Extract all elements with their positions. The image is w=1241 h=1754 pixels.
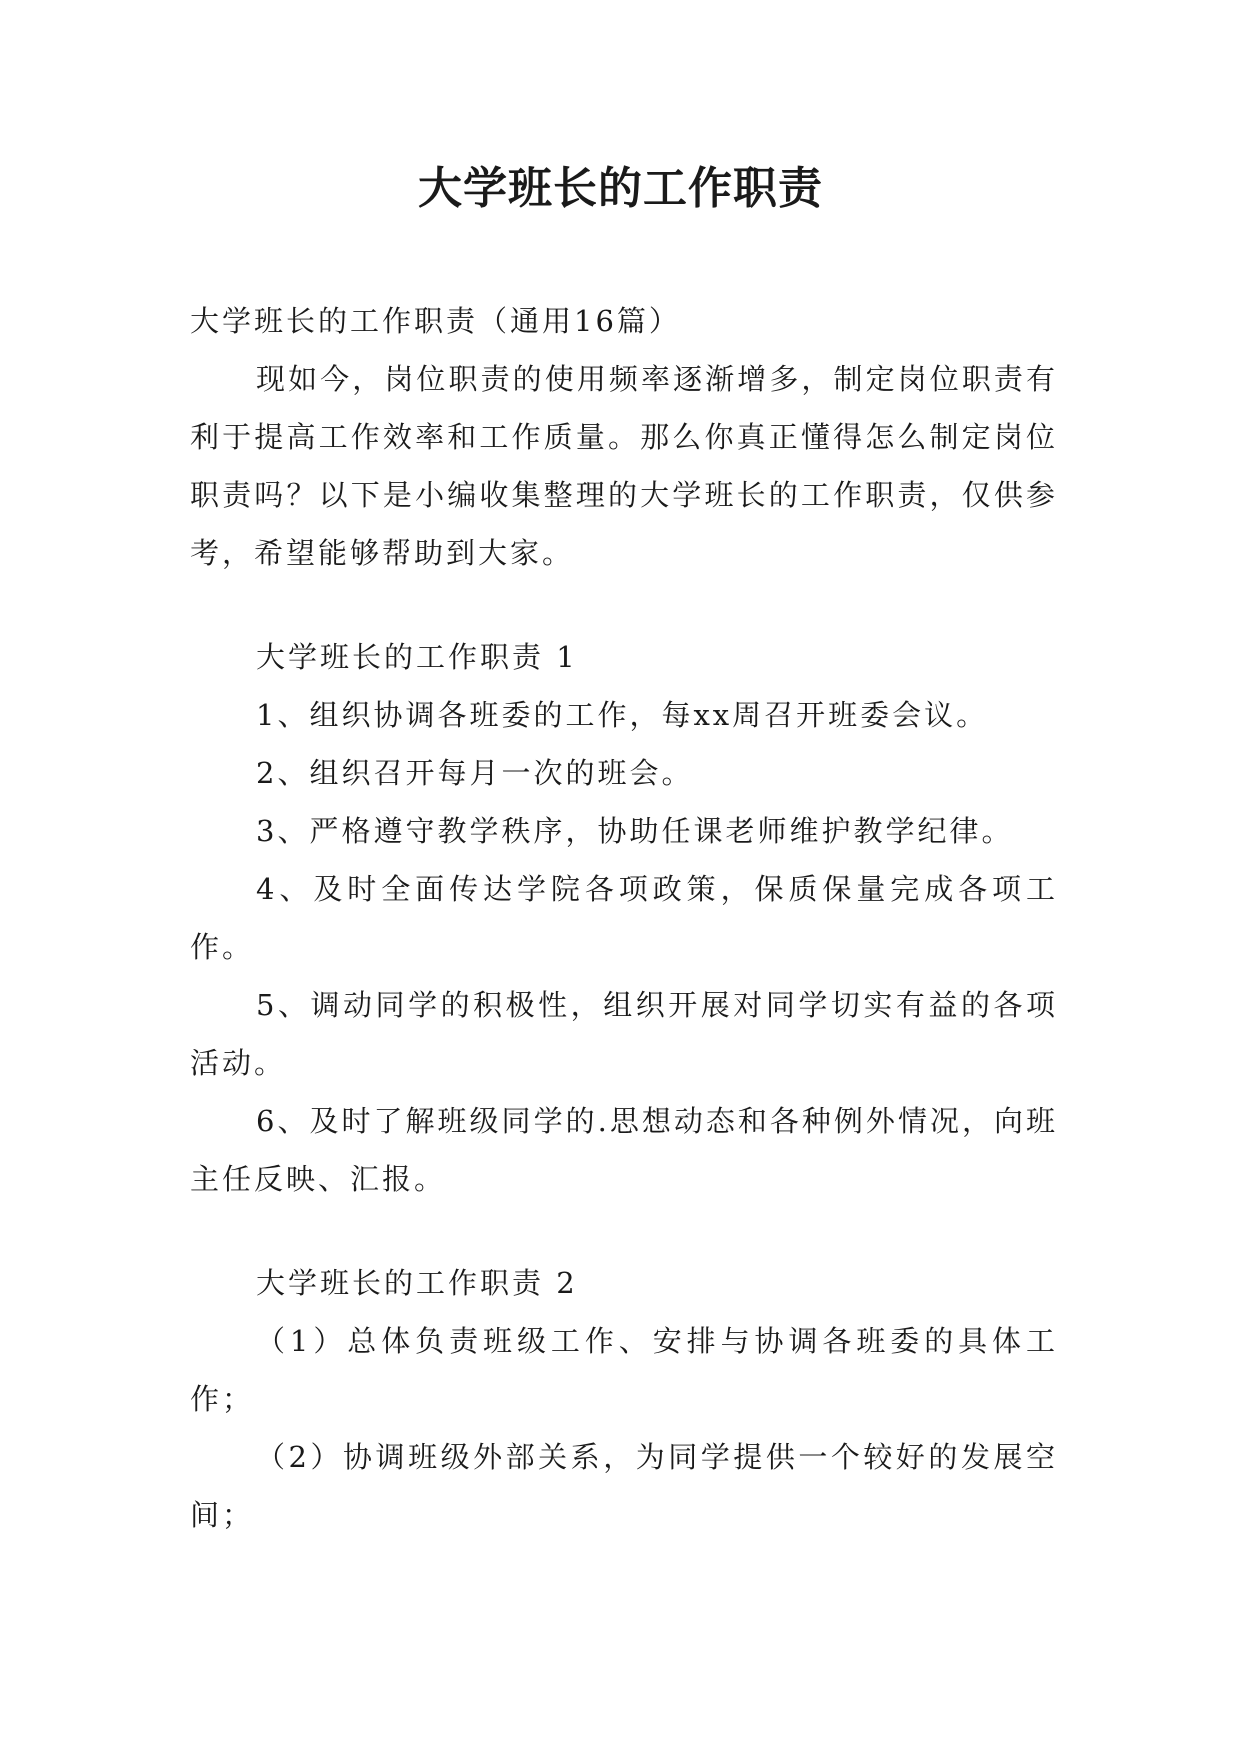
section-2-item: （2）协调班级外部关系，为同学提供一个较好的发展空间；	[190, 1440, 1058, 1532]
section-1-heading: 大学班长的工作职责 1	[256, 640, 578, 674]
section-1-item: 3、严格遵守教学秩序，协助任课老师维护教学纪律。	[256, 814, 1014, 848]
section-1-item: 5、调动同学的积极性，组织开展对同学切实有益的各项活动。	[190, 988, 1058, 1080]
document-subtitle: 大学班长的工作职责（通用16篇）	[190, 304, 681, 338]
section-spacer	[190, 582, 1058, 628]
section-1-item: 6、及时了解班级同学的.思想动态和各种例外情况，向班主任反映、汇报。	[190, 1104, 1058, 1196]
section-1-item: 1、组织协调各班委的工作，每xx周召开班委会议。	[256, 698, 989, 732]
document-body	[190, 292, 1058, 1544]
section-2-heading: 大学班长的工作职责 2	[256, 1266, 578, 1300]
section-1-item: 2、组织召开每月一次的班会。	[256, 756, 694, 790]
section-2-item: （1）总体负责班级工作、安排与协调各班委的具体工作；	[190, 1324, 1058, 1416]
section-spacer	[190, 1208, 1058, 1254]
section-1-item: 4、及时全面传达学院各项政策，保质保量完成各项工作。	[190, 872, 1058, 964]
intro-paragraph: 现如今，岗位职责的使用频率逐渐增多，制定岗位职责有利于提高工作效率和工作质量。那么你真正懂得怎么制定岗位职责吗？以下是小编收集整理的大学班长的工作职责，仅供参考，希望能够帮助到大家。	[190, 362, 1058, 570]
document-title: 大学班长的工作职责	[418, 163, 823, 214]
